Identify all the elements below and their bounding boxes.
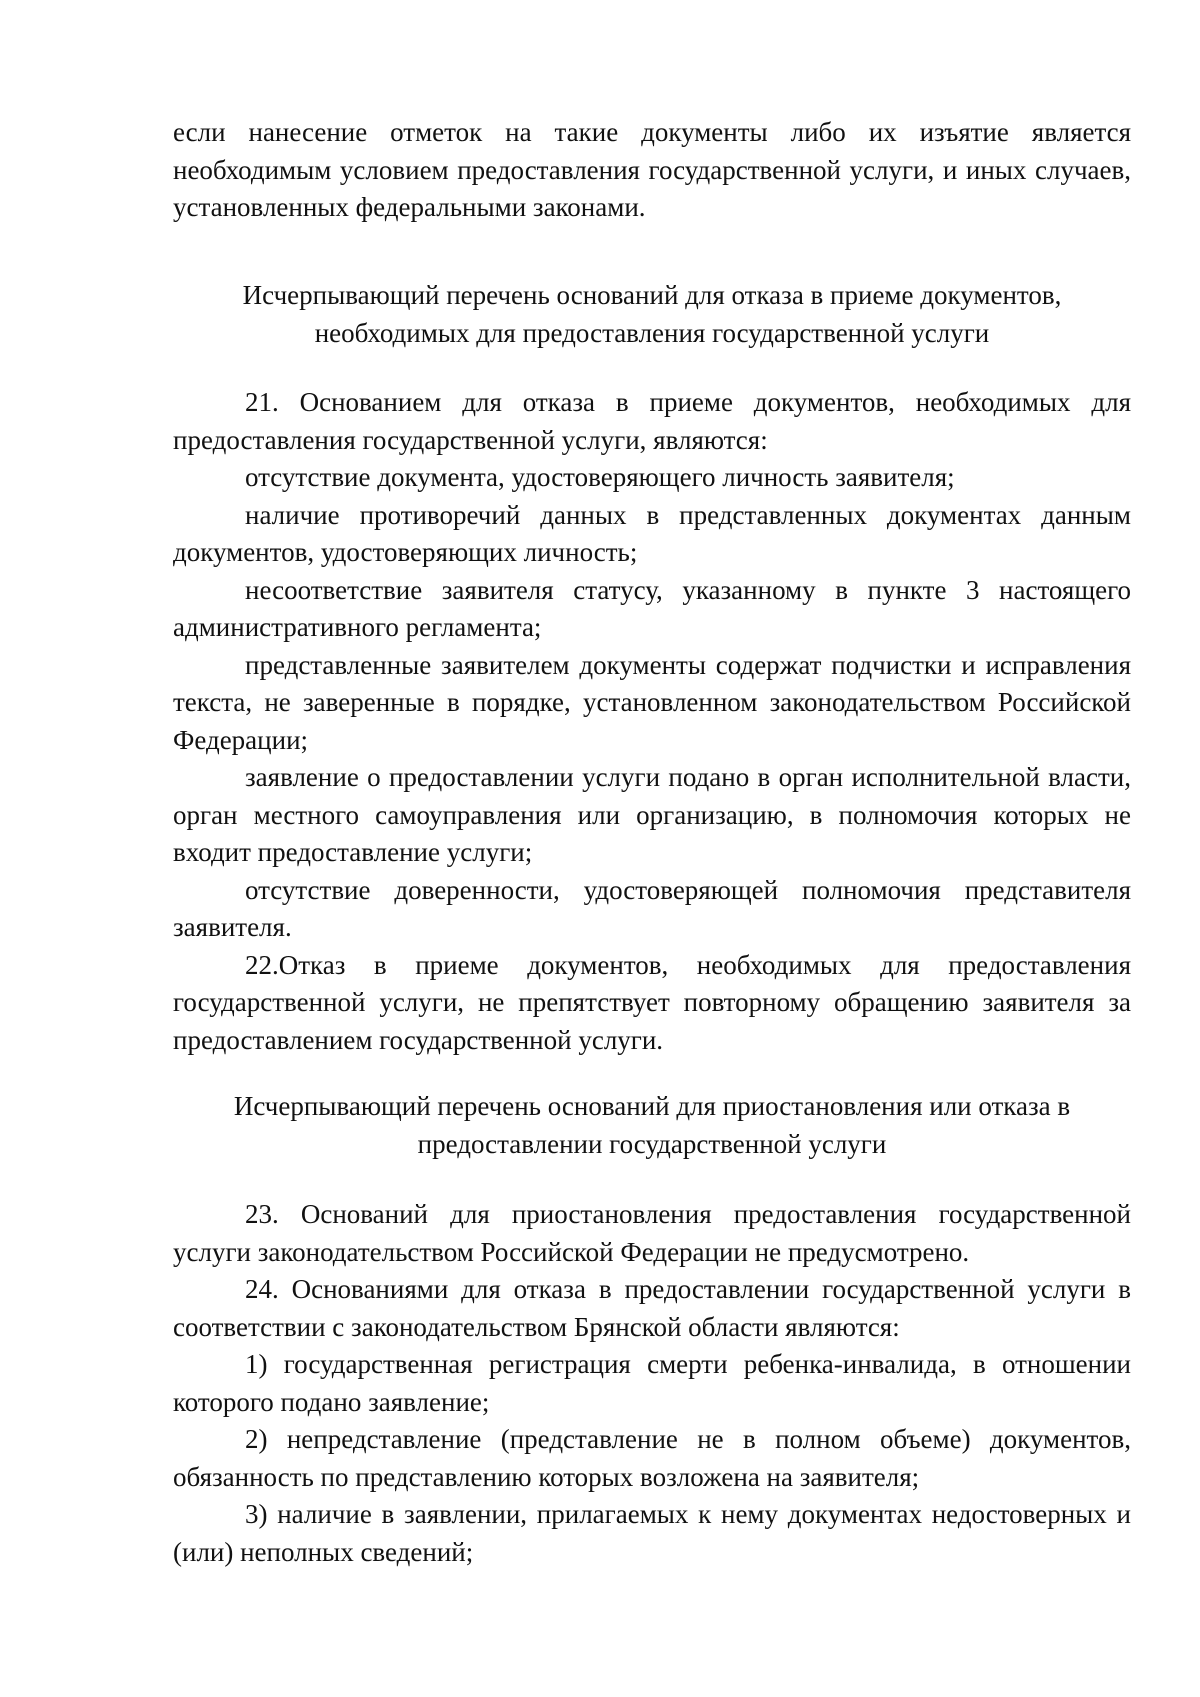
list-item: 3) наличие в заявлении, прилагаемых к нему документах недостоверных и (или) неполных сведений; <box>173 1499 1131 1567</box>
list-item: 1) государственная регистрация смерти ребенка-инвалида, в отношении которого подано заявление; <box>173 1349 1131 1417</box>
intro-paragraph: если нанесение отметок на такие документы либо их изъятие является необходимым условием предоставления государственной услуги, и иных случаев, установленных федеральными законами. <box>173 117 1131 222</box>
heading-refusal-acceptance <box>173 277 1131 352</box>
list-item: отсутствие документа, удостоверяющего личность заявителя; <box>245 462 955 492</box>
section-21-22-block <box>173 384 1131 1059</box>
list-item: отсутствие доверенности, удостоверяющей полномочия представителя заявителя. <box>173 874 1131 942</box>
heading-line: Исчерпывающий перечень оснований для приостановления или отказа в <box>233 1091 1071 1121</box>
section-21-intro: 21. Основанием для отказа в приеме документов, необходимых для предоставления государственной услуги, являются: <box>173 387 1131 455</box>
section-22-paragraph: 22.Отказ в приеме документов, необходимых для предоставления государственной услуги, не препятствует повторному обращению заявителя за предоставлением государственной услуги. <box>173 949 1131 1055</box>
heading-line: Исчерпывающий перечень оснований для отказа в приеме документов, <box>242 280 1062 310</box>
list-item: 2) непредставление (представление не в полном объеме) документов, обязанность по представлению которых возложена на заявителя; <box>173 1424 1131 1492</box>
section-23-paragraph: 23. Оснований для приостановления предоставления государственной услуги законодательством Российской Федерации не предусмотрено. <box>173 1199 1131 1267</box>
heading-line: предоставлении государственной услуги <box>417 1128 887 1159</box>
list-item: наличие противоречий данных в представленных документах данным документов, удостоверяющих личность; <box>173 499 1131 567</box>
heading-suspension-refusal <box>173 1088 1131 1163</box>
heading-line: необходимых для предоставления государственной услуги <box>314 317 990 348</box>
intro-block <box>173 114 1131 227</box>
list-item: заявление о предоставлении услуги подано в орган исполнительной власти, орган местного самоуправления или организацию, в полномочия которых не входит предоставление услуги; <box>173 762 1131 867</box>
section-24-intro: 24. Основаниями для отказа в предоставлении государственной услуги в соответствии с законодательством Брянской области являются: <box>173 1274 1131 1342</box>
list-item: представленные заявителем документы содержат подчистки и исправления текста, не заверенные в порядке, установленном законодательством Российской Федерации; <box>173 649 1131 755</box>
list-item: несоответствие заявителя статусу, указанному в пункте 3 настоящего административного регламента; <box>173 574 1131 642</box>
section-23-24-block <box>173 1196 1131 1571</box>
